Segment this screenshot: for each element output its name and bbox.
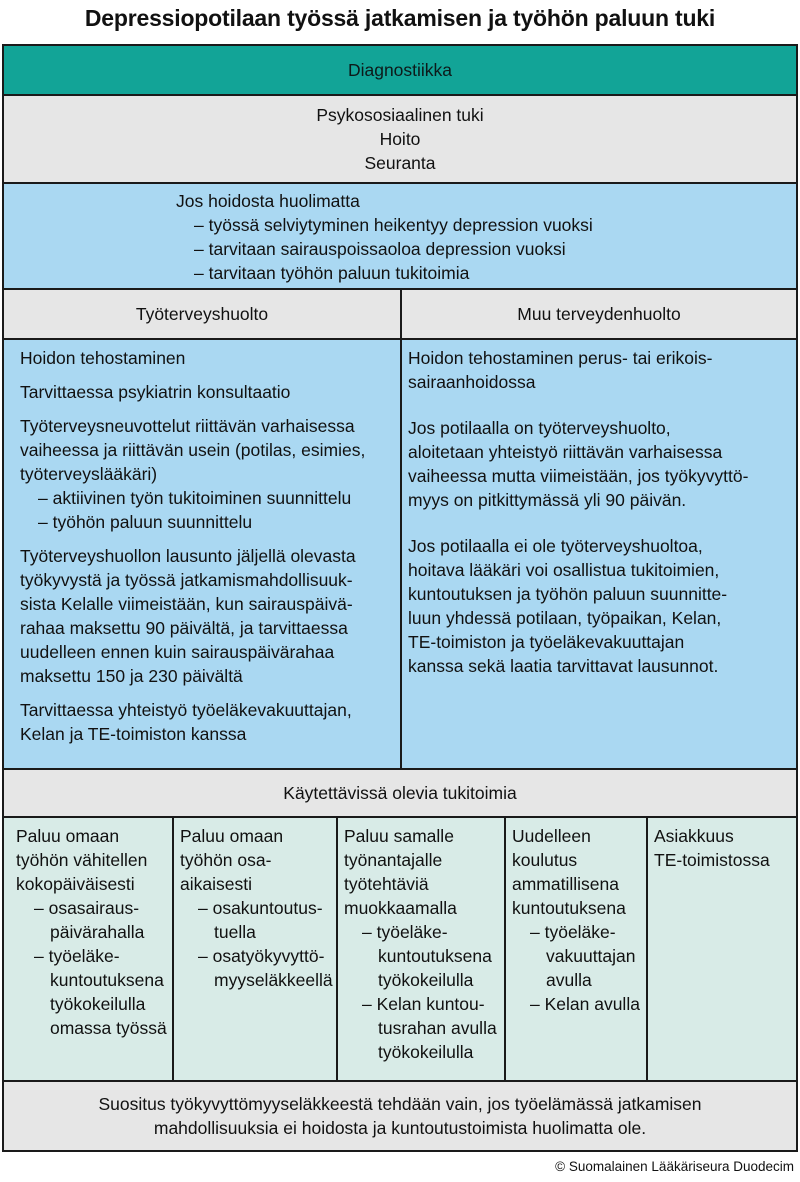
occ-paragraph: Tarvittaessa psykiatrin konsultaatio: [20, 382, 291, 402]
support-header: [2, 768, 798, 818]
occupational-content: [2, 338, 402, 770]
condition-item: – tarvitaan työhön paluun tukitoimia: [194, 263, 470, 283]
other-paragraph: vaiheessa mutta viimeistään, jos työkyvyttö-: [408, 466, 749, 486]
support-line: Asiakkuus: [654, 826, 734, 846]
support-line: ammatillisena: [512, 874, 619, 894]
care-box: [2, 94, 798, 184]
occ-item: – työhön paluun suunnittelu: [38, 512, 253, 532]
occ-item: – aktiivinen työn tukitoiminen suunnittelu: [38, 488, 352, 508]
support-item: – osatyökyvyttö-: [198, 946, 325, 966]
support-item: – osasairaus-: [34, 898, 140, 918]
other-paragraph: Jos potilaalla ei ole työterveyshuoltoa,: [408, 536, 703, 556]
support-line: Paluu omaan: [180, 826, 284, 846]
condition-item: – tarvitaan sairauspoissaoloa depression vuoksi: [194, 239, 566, 259]
occupational-header-label: Työterveyshuolto: [135, 304, 269, 324]
other-header: [400, 288, 798, 340]
support-item: – Kelan kuntou-: [362, 994, 485, 1014]
support-item: päivärahalla: [50, 922, 145, 942]
support-line: työnantajalle: [344, 850, 443, 870]
other-paragraph: Hoidon tehostaminen perus- tai erikois-: [408, 348, 713, 368]
support-line: aikaisesti: [180, 874, 252, 894]
care-line: Psykososiaalinen tuki: [316, 105, 484, 125]
support-column-4: [504, 816, 648, 1082]
occ-paragraph: sista Kelalle viimeistään, kun sairauspäivä-: [20, 594, 353, 614]
other-paragraph: luun yhdessä potilaan, työpaikan, Kelan,: [408, 608, 722, 628]
support-item: tuella: [214, 922, 256, 942]
occupational-header: [2, 288, 402, 340]
support-line: työtehtäviä: [344, 874, 429, 894]
other-paragraph: hoitava lääkäri voi osallistua tukitoimien,: [408, 560, 720, 580]
support-line: Paluu omaan: [16, 826, 120, 846]
recommendation-line: mahdollisuuksia ei hoidosta ja kuntoutustoimista huolimatta ole.: [153, 1118, 647, 1138]
support-line: työhön osa-: [180, 850, 272, 870]
diagnostics-box: [2, 44, 798, 96]
condition-box: [2, 182, 798, 290]
support-item: – työeläke-: [530, 922, 616, 942]
support-item: työkokeilulla: [378, 1042, 474, 1062]
care-line: Seuranta: [364, 153, 436, 173]
support-item: – työeläke-: [34, 946, 120, 966]
support-line: kokopäiväisesti: [16, 874, 135, 894]
occ-paragraph: työkyvystä ja työssä jatkamismahdollisuuk-: [20, 570, 353, 590]
diagnostics-label: Diagnostiikka: [347, 60, 453, 80]
other-paragraph: sairaanhoidossa: [408, 372, 536, 392]
support-item: tusrahan avulla: [378, 1018, 497, 1038]
support-line: Uudelleen: [512, 826, 591, 846]
occ-paragraph: Työterveyshuollon lausunto jäljellä olevasta: [20, 546, 356, 566]
other-paragraph: Jos potilaalla on työterveyshuolto,: [408, 418, 671, 438]
occ-paragraph: vaiheessa ja riittävän usein (potilas, esimies,: [20, 440, 366, 460]
support-item: – työeläke-: [362, 922, 448, 942]
other-paragraph: kuntoutuksen ja työhön paluun suunnitte-: [408, 584, 728, 604]
support-column-5: [646, 816, 798, 1082]
other-paragraph: TE-toimiston ja työeläkevakuuttajan: [408, 632, 685, 652]
support-item: omassa työssä: [50, 1018, 167, 1038]
other-paragraph: aloitetaan yhteistyö riittävän varhaisessa: [408, 442, 723, 462]
support-line: TE-toimistossa: [654, 850, 770, 870]
support-line: muokkaamalla: [344, 898, 457, 918]
copyright: © Suomalainen Lääkäriseura Duodecim: [555, 1159, 794, 1174]
support-item: avulla: [546, 970, 592, 990]
support-line: Paluu samalle: [344, 826, 454, 846]
support-column-1: [2, 816, 174, 1082]
care-line: Hoito: [379, 129, 421, 149]
support-header-label: Käytettävissä olevia tukitoimia: [283, 783, 517, 803]
page-title: Depressiopotilaan työssä jatkamisen ja työhön paluun tuki: [84, 5, 716, 31]
condition-lead: Jos hoidosta huolimatta: [176, 191, 360, 211]
support-item: työkokeilulla: [50, 994, 146, 1014]
support-item: vakuuttajan: [546, 946, 636, 966]
recommendation-box: [2, 1080, 798, 1152]
occ-paragraph: työterveyslääkäri): [20, 464, 158, 484]
other-paragraph: kanssa sekä laatia tarvittavat lausunnot.: [408, 656, 719, 676]
support-item: myyseläkkeellä: [214, 970, 333, 990]
support-item: kuntoutuksena: [378, 946, 492, 966]
support-line: kuntoutuksena: [512, 898, 626, 918]
occ-paragraph: rahaa maksettu 90 päivältä, ja tarvittaessa: [20, 618, 348, 638]
other-paragraph: myys on pitkittymässä yli 90 päivän.: [408, 490, 687, 510]
support-line: koulutus: [512, 850, 578, 870]
occ-paragraph: Kelan ja TE-toimiston kanssa: [20, 724, 247, 744]
support-line: työhön vähitellen: [16, 850, 148, 870]
occ-paragraph: maksettu 150 ja 230 päivältä: [20, 666, 243, 686]
other-header-label: Muu terveydenhuolto: [517, 304, 681, 324]
occ-paragraph: Työterveysneuvottelut riittävän varhaisessa: [20, 416, 355, 436]
occ-paragraph: uudelleen ennen kuin sairauspäivärahaa: [20, 642, 335, 662]
occ-paragraph: Hoidon tehostaminen: [20, 348, 186, 368]
occ-paragraph: Tarvittaessa yhteistyö työeläkevakuuttajan,: [20, 700, 352, 720]
support-item: työkokeilulla: [378, 970, 474, 990]
support-item: kuntoutuksena: [50, 970, 164, 990]
support-column-2: [172, 816, 338, 1082]
support-item: – Kelan avulla: [530, 994, 640, 1014]
recommendation-line: Suositus työkyvyttömyyseläkkeestä tehdään vain, jos työelämässä jatkamisen: [98, 1094, 702, 1114]
condition-item: – työssä selviytyminen heikentyy depression vuoksi: [194, 215, 593, 235]
support-item: – osakuntoutus-: [198, 898, 323, 918]
other-content: [400, 338, 798, 770]
support-column-3: [336, 816, 506, 1082]
